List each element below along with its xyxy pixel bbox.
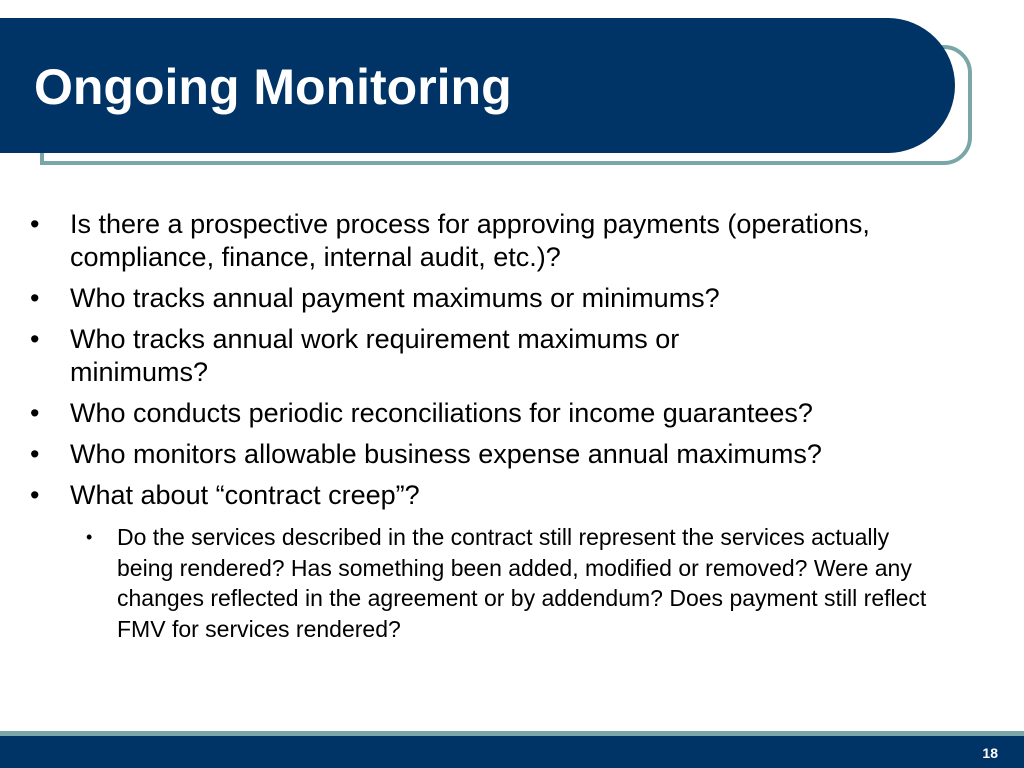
bullet-marker: • — [30, 480, 40, 510]
sub-bullet-text: Do the services described in the contract still represent the services actually being rendered? Has something been added, modified or removed? Were any changes reflected in the agreement or by addendum? Does payment still reflect FMV for services rendered? — [117, 524, 927, 642]
sub-bullet-item — [0, 522, 937, 644]
footer-bar — [0, 736, 1024, 768]
bullet-text: What about “contract creep”? — [70, 480, 420, 510]
page-number: 18 — [982, 745, 998, 761]
bullet-item — [0, 479, 1000, 644]
bullet-text: Who conducts periodic reconciliations for income guarantees? — [70, 398, 813, 428]
bullet-item — [0, 397, 1000, 430]
bullet-text: Who tracks annual payment maximums or minimums? — [70, 283, 720, 313]
bullet-marker: • — [30, 398, 40, 428]
bullet-text: Who tracks annual work requirement maximums or minimums? — [70, 324, 680, 387]
slide-content — [0, 208, 1000, 652]
bullet-text: Who monitors allowable business expense annual maximums? — [70, 439, 822, 469]
bullet-item — [0, 208, 1000, 274]
bullet-marker: • — [30, 283, 40, 313]
bullet-marker: • — [30, 439, 40, 469]
bullet-item — [0, 438, 1000, 471]
sub-bullet-marker: • — [86, 527, 93, 547]
bullet-item — [0, 282, 1000, 315]
bullet-marker: • — [30, 324, 40, 354]
slide-title: Ongoing Monitoring — [34, 59, 512, 115]
bullet-marker: • — [30, 209, 40, 239]
bullet-text: Is there a prospective process for approving payments (operations, compliance, finance, internal audit, etc.)? — [70, 209, 870, 272]
bullet-item — [0, 323, 790, 389]
